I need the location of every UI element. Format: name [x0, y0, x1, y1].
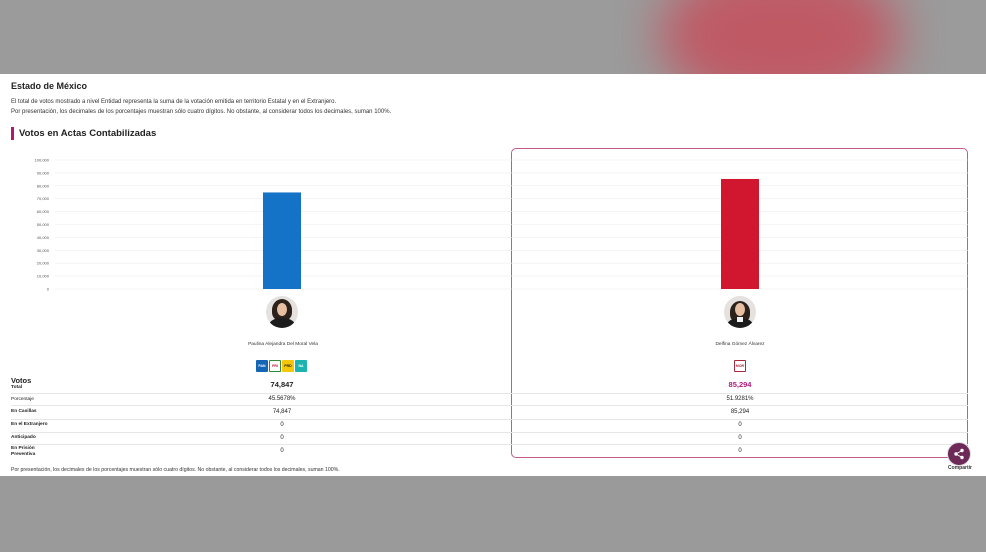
share-icon	[953, 448, 965, 460]
pri-logo: PRI	[269, 360, 281, 372]
extranjero-paulina: 0	[280, 422, 284, 428]
y-tick-label: 50,000	[36, 222, 49, 227]
label-en-casillas: En Casillas	[11, 409, 37, 414]
candidate-photo-delfina	[724, 296, 756, 328]
share-button[interactable]	[947, 442, 971, 466]
label-en-prision: En Prisión	[11, 446, 35, 451]
morena-logo: MOR	[734, 360, 746, 372]
label-porcentaje: Porcentaje	[11, 397, 34, 402]
row-divider	[11, 432, 968, 433]
y-tick-label: 30,000	[36, 247, 49, 253]
candidate-photo-paulina	[266, 296, 298, 328]
label-preventiva: Preventiva	[11, 452, 36, 457]
y-tick-label: 10,000	[36, 273, 49, 279]
section-title: Votos en Actas Contabilizadas	[11, 127, 156, 140]
candidate-name-delfina: Delfina Gómez Álvarez	[715, 342, 765, 347]
casillas-delfina: 85,294	[730, 409, 750, 415]
blurred-bottom-background	[0, 476, 986, 552]
anticipado-paulina: 0	[280, 435, 284, 441]
y-tick-label: 80,000	[36, 183, 49, 189]
y-tick-label: 0	[46, 286, 49, 292]
row-divider	[11, 393, 968, 394]
votos-heading: Votos	[11, 376, 32, 385]
prd-logo: PRD	[282, 360, 294, 372]
party-logos-delfina	[734, 360, 746, 372]
bar-delfina[interactable]	[721, 179, 759, 289]
casillas-paulina: 74,847	[272, 409, 292, 415]
bar-paulina[interactable]	[263, 192, 301, 289]
label-anticipado: Anticipado	[11, 435, 36, 440]
y-tick-label: 90,000	[36, 170, 49, 176]
votes-bar-chart	[0, 154, 986, 294]
porcentaje-paulina: 45.5678%	[268, 396, 296, 402]
chart-y-axis	[35, 158, 50, 292]
y-tick-label: 60,000	[36, 209, 49, 215]
prision-paulina: 0	[280, 448, 284, 454]
y-tick-label: 70,000	[36, 196, 49, 202]
prision-delfina: 0	[738, 448, 742, 454]
anticipado-delfina: 0	[738, 435, 742, 441]
results-panel	[0, 74, 986, 476]
row-divider	[11, 444, 968, 445]
candidate-name-paulina: Paulina Alejandra Del Moral Vela	[248, 342, 318, 347]
blurred-red-shape	[660, 0, 900, 74]
chart-grid	[55, 160, 968, 289]
y-tick-label: 100,000	[34, 157, 49, 163]
row-divider	[11, 405, 968, 406]
row-divider	[11, 419, 968, 420]
y-tick-label: 20,000	[36, 260, 49, 266]
pan-logo: PAN	[256, 360, 268, 372]
party-logos-paulina	[256, 360, 307, 372]
extranjero-delfina: 0	[738, 422, 742, 428]
share-label: Compartir	[948, 465, 972, 471]
page-title: Estado de México	[11, 81, 88, 91]
footnote: Por presentación, los decimales de los porcentajes muestran sólo cuatro dígitos. No obstante, al considerar todos los decimales, suman 100%.	[11, 467, 340, 473]
info-note-1: El total de votos mostrado a nivel Entidad representa la suma de la votación emitida en territorio Estatal y en el Extranjero.	[11, 99, 337, 105]
total-delfina: 85,294	[728, 380, 752, 389]
panal-logo: NA	[295, 360, 307, 372]
label-total: Total	[11, 385, 23, 390]
label-en-el-extranjero: En el Extranjero	[11, 422, 48, 427]
chart-bars	[263, 179, 759, 289]
blurred-top-background	[0, 0, 986, 74]
y-tick-label: 40,000	[36, 234, 49, 240]
porcentaje-delfina: 51.9281%	[726, 396, 754, 402]
total-paulina: 74,847	[270, 380, 294, 389]
info-note-2: Por presentación, los decimales de los porcentajes muestran sólo cuatro dígitos. No obstante, al considerar todos los decimales, suman 100%.	[11, 109, 392, 115]
